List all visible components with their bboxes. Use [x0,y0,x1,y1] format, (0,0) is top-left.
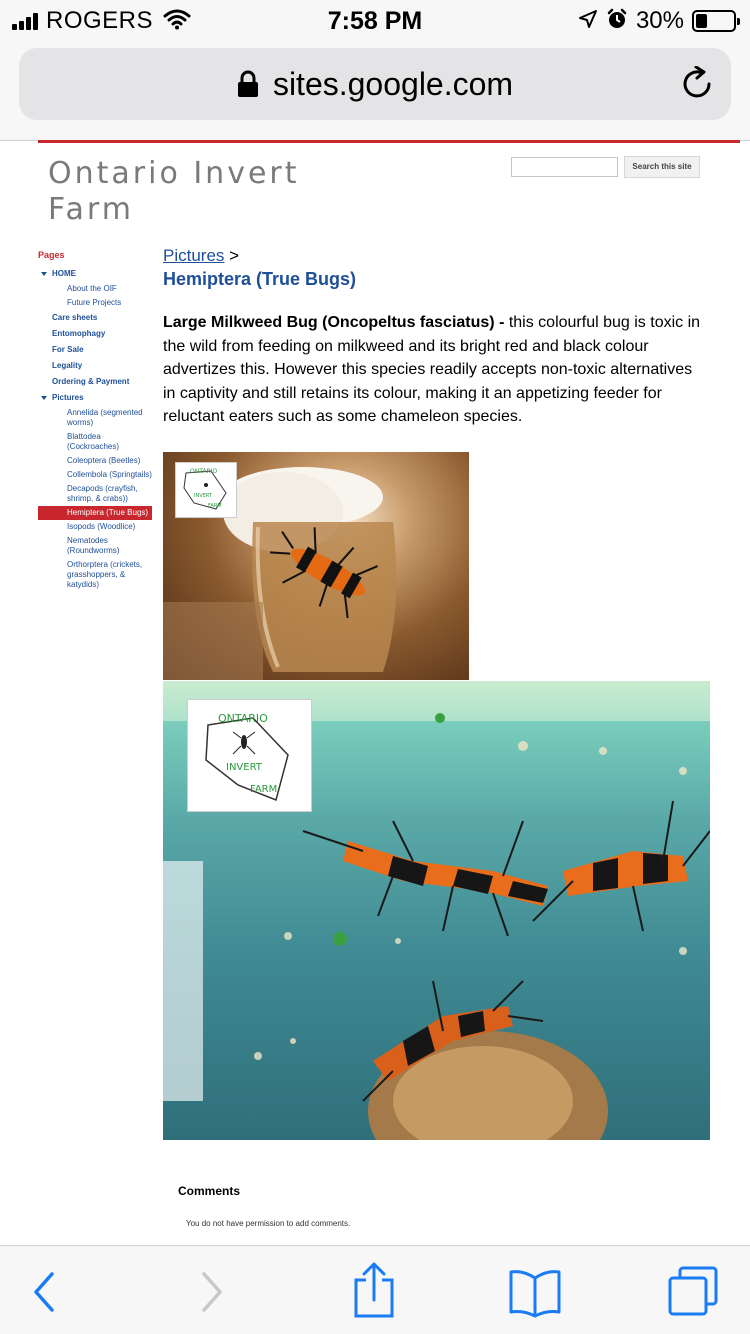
milkweed-bug-photo-jar[interactable] [163,452,469,680]
location-icon [578,9,598,34]
logo-word-2: INVERT [194,493,212,499]
battery-icon [692,10,736,32]
sidebar-item-nematodes-roundworms[interactable]: Nematodes (Roundworms) [67,536,120,555]
sidebar-item-blattodea-cockroaches[interactable]: Blattodea (Cockroaches) [67,432,120,451]
share-icon[interactable] [352,1260,396,1325]
status-bar [0,0,750,42]
breadcrumb [163,246,239,266]
sidebar-item-for-sale[interactable]: For Sale [52,345,84,354]
breadcrumb-separator: > [224,246,240,265]
sidebar-item-ordering-payment[interactable]: Ordering & Payment [52,377,130,386]
reload-icon[interactable] [681,66,715,107]
sidebar-item-about-the-oif[interactable]: About the OIF [67,284,117,293]
sidebar-item-annelida-segmented-worms[interactable]: Annelida (segmented worms) [67,408,143,427]
sidebar-item-decapods-crayfish-shrimp-crabs[interactable]: Decapods (crayfish, shrimp, & crabs)) [67,484,138,503]
farm-logo-watermark-large [187,699,312,812]
carrier-name: ROGERS [46,7,154,34]
logo-large-word-2: INVERT [226,762,262,773]
clock: 7:58 PM [327,7,423,35]
species-description [163,311,703,429]
sidebar-item-hemiptera-true-bugs[interactable]: Hemiptera (True Bugs) [38,506,152,520]
logo-large-word-1: ONTARIO [218,712,268,725]
sidebar-item-pictures[interactable]: Pictures [38,390,152,406]
sidebar-item-isopods-woodlice[interactable]: Isopods (Woodlice) [67,522,136,531]
back-icon[interactable] [28,1260,58,1325]
sidebar-item-legality[interactable]: Legality [52,361,83,370]
lock-icon [237,69,259,106]
comments-title: Comments [178,1184,241,1198]
sidebar-item-future-projects[interactable]: Future Projects [67,298,122,307]
sidebar-item-entomophagy[interactable]: Entomophagy [52,329,106,338]
forward-icon[interactable] [196,1260,226,1325]
sidebar-item-care-sheets[interactable]: Care sheets [52,313,98,322]
tabs-icon[interactable] [666,1260,722,1325]
battery-percent: 30% [635,7,684,34]
bookmarks-icon[interactable] [508,1260,562,1325]
alarm-icon [606,8,628,35]
header-rule [38,140,740,143]
species-name: Large Milkweed Bug (Oncopeltus fasciatus) - [163,314,505,331]
sidebar-item-home[interactable]: HOME [38,266,152,282]
browser-address-area [0,42,750,141]
site-title[interactable]: Ontario Invert Farm [48,156,300,227]
comments-permission-note: You do not have permission to add comments. [186,1219,351,1228]
logo-word-1: ONTARIO [190,468,218,475]
bug-2 [533,801,710,931]
pages-label: Pages [38,250,65,260]
species-text: this colourful bug is toxic in the wild from feeding on milkweed and its bright red and black colour advertizes this. However this species readily accepts non-toxic alternatives in captivity and still retains its colour, making it an appetizing feeder for reluctant eaters such as some chameleon species. [163,314,701,425]
milkweed-bug-photo-tank[interactable] [163,681,710,1140]
farm-logo-watermark [175,462,237,518]
logo-word-3: FARM [208,503,222,509]
search-site-button[interactable]: Search this site [624,156,700,178]
page-title: Hemiptera (True Bugs) [163,269,357,289]
sidebar-item-coleoptera-beetles[interactable]: Coleoptera (Beetles) [67,456,141,465]
logo-large-word-3: FARM [250,784,278,795]
sidebar-nav [38,266,152,592]
sidebar-item-collembola-springtails[interactable]: Collembola (Springtails) [67,470,152,479]
sidebar [38,250,152,592]
sidebar-item-orthorptera-crickets-grasshoppers-katydids[interactable]: Orthorptera (crickets, grasshoppers, & katydids) [67,560,143,589]
url-text: sites.google.com [272,66,514,102]
address-bar[interactable] [19,48,731,120]
site-search-input[interactable] [511,157,618,177]
breadcrumb-pictures-link[interactable]: Pictures [163,246,225,265]
browser-toolbar [0,1245,750,1334]
bug-1 [303,821,548,936]
